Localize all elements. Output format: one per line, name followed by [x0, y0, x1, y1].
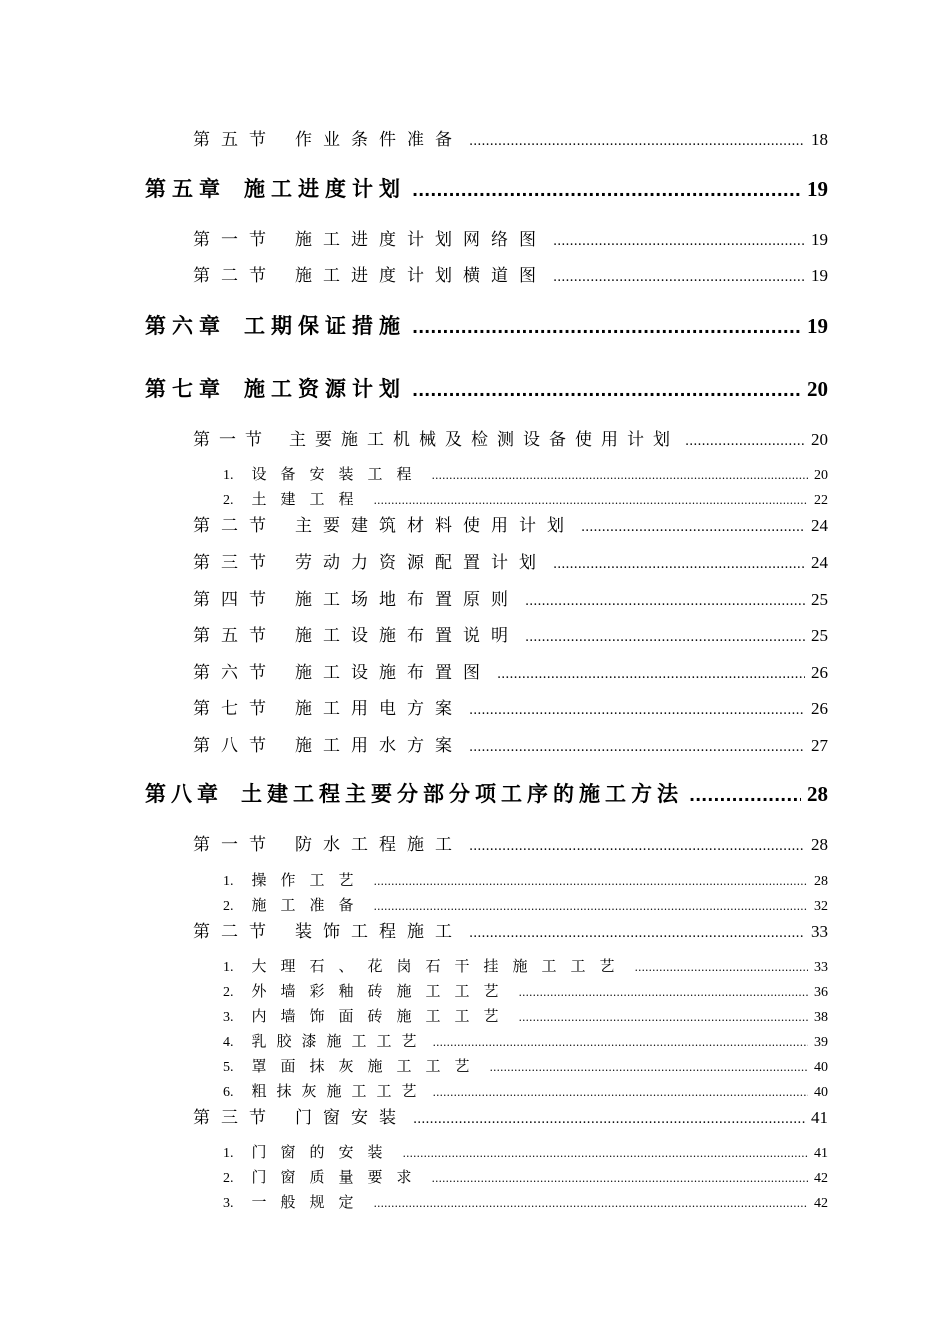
item-title: 土建工程 [251, 490, 368, 508]
page-number: 19 [811, 230, 828, 249]
toc-chapter-entry[interactable] [145, 778, 828, 808]
item-number: 1. [223, 960, 234, 975]
section-label: 第一节 [193, 230, 277, 250]
page-number: 40 [814, 1085, 828, 1100]
page-number: 28 [811, 835, 828, 854]
leader-dots [469, 134, 805, 149]
section-label: 第一节 [193, 430, 271, 450]
page-number: 26 [811, 699, 828, 718]
page-number: 33 [814, 960, 828, 975]
item-number: 4. [223, 1035, 234, 1050]
item-title: 门窗的安装 [251, 1143, 397, 1161]
toc-section-entry[interactable] [193, 125, 828, 150]
leader-dots [432, 1172, 808, 1185]
leader-dots [519, 986, 808, 999]
toc-section-entry[interactable] [193, 621, 828, 646]
page-number: 24 [811, 516, 828, 535]
section-title: 施工设施布置图 [295, 663, 491, 683]
page-number: 26 [811, 663, 828, 682]
item-title: 乳胶漆施工工艺 [251, 1032, 427, 1050]
leader-dots [469, 740, 805, 755]
leader-dots [469, 839, 805, 854]
leader-dots [685, 434, 805, 449]
chapter-title: 施工资源计划 [244, 377, 406, 401]
item-number: 2. [223, 1171, 234, 1186]
page-number: 22 [814, 493, 828, 508]
page-number: 38 [814, 1010, 828, 1025]
page-number: 27 [811, 736, 828, 755]
item-title: 施工准备 [251, 896, 368, 914]
section-label: 第五节 [193, 626, 277, 646]
chapter-label: 第五章 [145, 177, 226, 201]
toc-item-entry[interactable] [223, 463, 828, 484]
section-title: 主要建筑材料使用计划 [295, 516, 575, 536]
toc-item-entry[interactable] [223, 1141, 828, 1162]
leader-dots [469, 926, 805, 941]
page-number: 28 [814, 874, 828, 889]
section-title: 施工场地布置原则 [295, 590, 519, 610]
page-number: 24 [811, 553, 828, 572]
toc-item-entry[interactable] [223, 488, 828, 509]
page-number: 20 [807, 377, 828, 401]
toc-section-entry[interactable] [193, 658, 828, 683]
section-label: 第五节 [193, 130, 277, 150]
page-number: 40 [814, 1060, 828, 1075]
chapter-label: 第六章 [145, 314, 226, 338]
toc-item-entry[interactable] [223, 1191, 828, 1212]
item-number: 6. [223, 1085, 234, 1100]
toc-item-entry[interactable] [223, 1005, 828, 1026]
page-number: 42 [814, 1171, 828, 1186]
toc-section-entry[interactable] [193, 261, 828, 286]
toc-item-entry[interactable] [223, 1055, 828, 1076]
toc-item-entry[interactable] [223, 980, 828, 1001]
page-number: 19 [807, 177, 828, 201]
item-number: 3. [223, 1010, 234, 1025]
section-label: 第二节 [193, 922, 277, 942]
page-number: 20 [811, 430, 828, 449]
item-title: 设备安装工程 [251, 465, 426, 483]
leader-dots [412, 318, 801, 337]
item-title: 门窗质量要求 [251, 1168, 426, 1186]
leader-dots [374, 875, 808, 888]
chapter-label: 第七章 [145, 377, 226, 401]
section-label: 第四节 [193, 590, 277, 610]
leader-dots [525, 630, 805, 645]
leader-dots [374, 494, 808, 507]
toc-item-entry[interactable] [223, 869, 828, 890]
section-title: 施工用水方案 [295, 736, 463, 756]
toc-section-entry[interactable] [193, 585, 828, 610]
page-number: 41 [814, 1146, 828, 1161]
toc-item-entry[interactable] [223, 1030, 828, 1051]
item-number: 1. [223, 468, 234, 483]
section-label: 第一节 [193, 835, 277, 855]
leader-dots [525, 594, 805, 609]
section-title: 施工用电方案 [295, 699, 463, 719]
toc-section-entry[interactable] [193, 548, 828, 573]
item-number: 3. [223, 1196, 234, 1211]
section-label: 第七节 [193, 699, 277, 719]
item-title: 一般规定 [251, 1193, 368, 1211]
toc-section-entry[interactable] [193, 1103, 828, 1128]
page-number: 25 [811, 626, 828, 645]
toc-section-entry[interactable] [193, 830, 828, 855]
section-title: 门窗安装 [295, 1108, 407, 1128]
section-label: 第三节 [193, 1108, 277, 1128]
section-label: 第三节 [193, 553, 277, 573]
toc-section-entry[interactable] [193, 511, 828, 536]
section-title: 劳动力资源配置计划 [295, 553, 547, 573]
section-title: 防水工程施工 [295, 835, 463, 855]
page-number: 18 [811, 130, 828, 149]
section-title: 主要施工机械及检测设备使用计划 [289, 430, 679, 450]
leader-dots [497, 667, 805, 682]
toc-item-entry[interactable] [223, 894, 828, 915]
page-number: 36 [814, 985, 828, 1000]
section-title: 施工进度计划网络图 [295, 230, 547, 250]
leader-dots [433, 1036, 808, 1049]
chapter-title: 施工进度计划 [244, 177, 406, 201]
section-label: 第二节 [193, 516, 277, 536]
item-title: 大理石、花岗石干挂施工工艺 [251, 957, 629, 975]
leader-dots [519, 1011, 808, 1024]
toc-section-entry[interactable] [193, 731, 828, 756]
leader-dots [490, 1061, 808, 1074]
page-number: 25 [811, 590, 828, 609]
toc-section-entry[interactable] [193, 694, 828, 719]
page-number: 33 [811, 922, 828, 941]
item-number: 2. [223, 899, 234, 914]
leader-dots [469, 703, 805, 718]
item-title: 操作工艺 [251, 871, 368, 889]
leader-dots [635, 961, 808, 974]
leader-dots [412, 181, 801, 200]
section-label: 第六节 [193, 663, 277, 683]
section-title: 装饰工程施工 [295, 922, 463, 942]
toc-section-entry[interactable] [193, 225, 828, 250]
leader-dots [403, 1147, 808, 1160]
section-title: 施工设施布置说明 [295, 626, 519, 646]
toc-item-entry[interactable] [223, 955, 828, 976]
toc-item-entry[interactable] [223, 1166, 828, 1187]
toc-section-entry[interactable] [193, 917, 828, 942]
leader-dots [413, 1112, 805, 1127]
item-title: 外墙彩釉砖施工工艺 [251, 982, 513, 1000]
toc-item-entry[interactable] [223, 1080, 828, 1101]
section-label: 第八节 [193, 736, 277, 756]
page-number: 28 [807, 782, 828, 806]
section-label: 第二节 [193, 266, 277, 286]
page-number: 19 [811, 266, 828, 285]
toc-chapter-entry[interactable] [145, 173, 828, 203]
item-number: 2. [223, 985, 234, 1000]
chapter-title: 土建工程主要分部分项工序的施工方法 [241, 782, 683, 806]
item-title: 粗抹灰施工工艺 [251, 1082, 427, 1100]
page-number: 39 [814, 1035, 828, 1050]
item-number: 1. [223, 874, 234, 889]
leader-dots [689, 786, 801, 805]
item-number: 1. [223, 1146, 234, 1161]
item-number: 5. [223, 1060, 234, 1075]
toc-chapter-entry[interactable] [145, 373, 828, 403]
leader-dots [581, 520, 805, 535]
leader-dots [553, 557, 805, 572]
page-number: 20 [814, 468, 828, 483]
page-number: 19 [807, 314, 828, 338]
page-number: 41 [811, 1108, 828, 1127]
item-title: 内墙饰面砖施工工艺 [251, 1007, 513, 1025]
page-number: 42 [814, 1196, 828, 1211]
chapter-label: 第八章 [145, 782, 223, 806]
item-title: 罩面抹灰施工工艺 [251, 1057, 484, 1075]
page-number: 32 [814, 899, 828, 914]
leader-dots [553, 234, 805, 249]
chapter-title: 工期保证措施 [244, 314, 406, 338]
leader-dots [433, 1086, 808, 1099]
leader-dots [432, 469, 808, 482]
leader-dots [374, 900, 808, 913]
leader-dots [412, 381, 801, 400]
leader-dots [553, 270, 805, 285]
section-title: 施工进度计划横道图 [295, 266, 547, 286]
section-title: 作业条件准备 [295, 130, 463, 150]
leader-dots [374, 1197, 808, 1210]
toc-section-entry[interactable] [193, 425, 828, 450]
item-number: 2. [223, 493, 234, 508]
toc-chapter-entry[interactable] [145, 310, 828, 340]
